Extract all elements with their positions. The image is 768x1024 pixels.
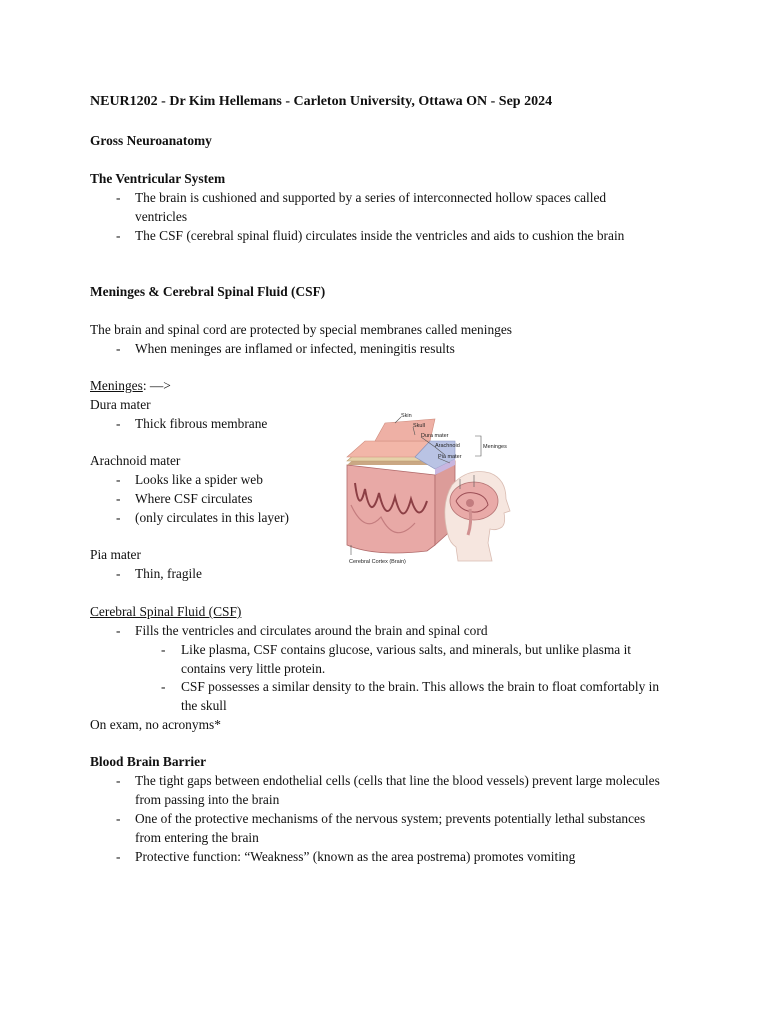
bullet-dash: - [116, 623, 121, 638]
ventricular-bullet-1: The brain is cushioned and supported by a series of interconnected hollow spaces called [135, 190, 607, 205]
meninges-heading: Meninges & Cerebral Spinal Fluid (CSF) [90, 284, 326, 299]
figure-label-pia: Pia mater [438, 454, 462, 460]
ventricular-heading: The Ventricular System [90, 171, 226, 186]
meninges-label: Meninges [90, 378, 143, 393]
bullet-dash: - [116, 566, 121, 581]
meninges-intro: The brain and spinal cord are protected by special membranes called meninges [90, 322, 513, 337]
arachnoid-bullet-1: Looks like a spider web [135, 472, 263, 487]
section-title: Gross Neuroanatomy [90, 133, 212, 148]
dura-bullet: Thick fibrous membrane [135, 416, 268, 431]
meningitis-bullet: When meninges are inflamed or infected, meningitis results [135, 341, 455, 356]
figure-label-skull: Skull [413, 423, 425, 429]
bullet-dash: - [116, 341, 121, 356]
figure-label-cortex: Cerebral Cortex (Brain) [349, 559, 406, 565]
bullet-dash: - [116, 416, 121, 431]
bullet-dash: - [116, 849, 121, 864]
pia-bullet: Thin, fragile [135, 566, 202, 581]
brain-ventricle [466, 499, 474, 507]
bbb-bullet-3: Protective function: “Weakness” (known as the area postrema) promotes vomiting [135, 849, 576, 864]
pia-mater-label: Pia mater [90, 547, 141, 562]
brain-shape [450, 482, 498, 520]
meninges-bracket [475, 436, 481, 456]
arachnoid-mater-label: Arachnoid mater [90, 453, 181, 468]
meninges-arrow: : —> [142, 378, 171, 393]
head-profile-figure [440, 465, 515, 565]
document-header: NEUR1202 - Dr Kim Hellemans - Carleton University, Ottawa ON - Sep 2024 [90, 94, 553, 109]
bullet-dash: - [116, 491, 121, 506]
bullet-dash: - [116, 228, 121, 243]
csf-subbullet-1-cont: contains very little protein. [181, 661, 326, 676]
dura-mater-label: Dura mater [90, 397, 151, 412]
bullet-dash: - [116, 472, 121, 487]
bbb-heading: Blood Brain Barrier [90, 754, 207, 769]
bullet-dash: - [116, 773, 121, 788]
csf-subbullet-1: Like plasma, CSF contains glucose, various salts, and minerals, but unlike plasma it [181, 642, 632, 657]
bbb-bullet-2: One of the protective mechanisms of the nervous system; prevents potentially lethal substances [135, 811, 646, 826]
bbb-bullet-1-cont: from passing into the brain [135, 792, 280, 807]
csf-subbullet-2: CSF possesses a similar density to the brain. This allows the brain to float comfortably in [181, 679, 660, 694]
ventricular-bullet-1-cont: ventricles [135, 209, 188, 224]
arachnoid-bullet-2: Where CSF circulates [135, 491, 253, 506]
bullet-dash: - [116, 510, 121, 525]
figure-label-dura: Dura mater [421, 433, 449, 439]
csf-heading: Cerebral Spinal Fluid (CSF) [90, 604, 242, 619]
csf-bullet-1: Fills the ventricles and circulates around the brain and spinal cord [135, 623, 488, 638]
bullet-dash: - [161, 679, 166, 694]
figure-label-skin: Skin [401, 413, 412, 419]
bbb-bullet-2-cont: from entering the brain [135, 830, 259, 845]
meninges-label-line [90, 377, 171, 396]
bbb-bullet-1: The tight gaps between endothelial cells (cells that line the blood vessels) prevent large molecules [135, 773, 660, 788]
figure-label-meninges: Meninges [483, 444, 507, 450]
csf-subbullet-2-cont: the skull [181, 698, 227, 713]
arachnoid-bullet-3: (only circulates in this layer) [135, 510, 289, 525]
ventricular-bullet-2: The CSF (cerebral spinal fluid) circulates inside the ventricles and aids to cushion the brain [135, 228, 625, 243]
bullet-dash: - [161, 642, 166, 657]
bullet-dash: - [116, 190, 121, 205]
exam-note: On exam, no acronyms* [90, 717, 221, 732]
bullet-dash: - [116, 811, 121, 826]
figure-label-arachnoid: Arachnoid [435, 443, 460, 449]
